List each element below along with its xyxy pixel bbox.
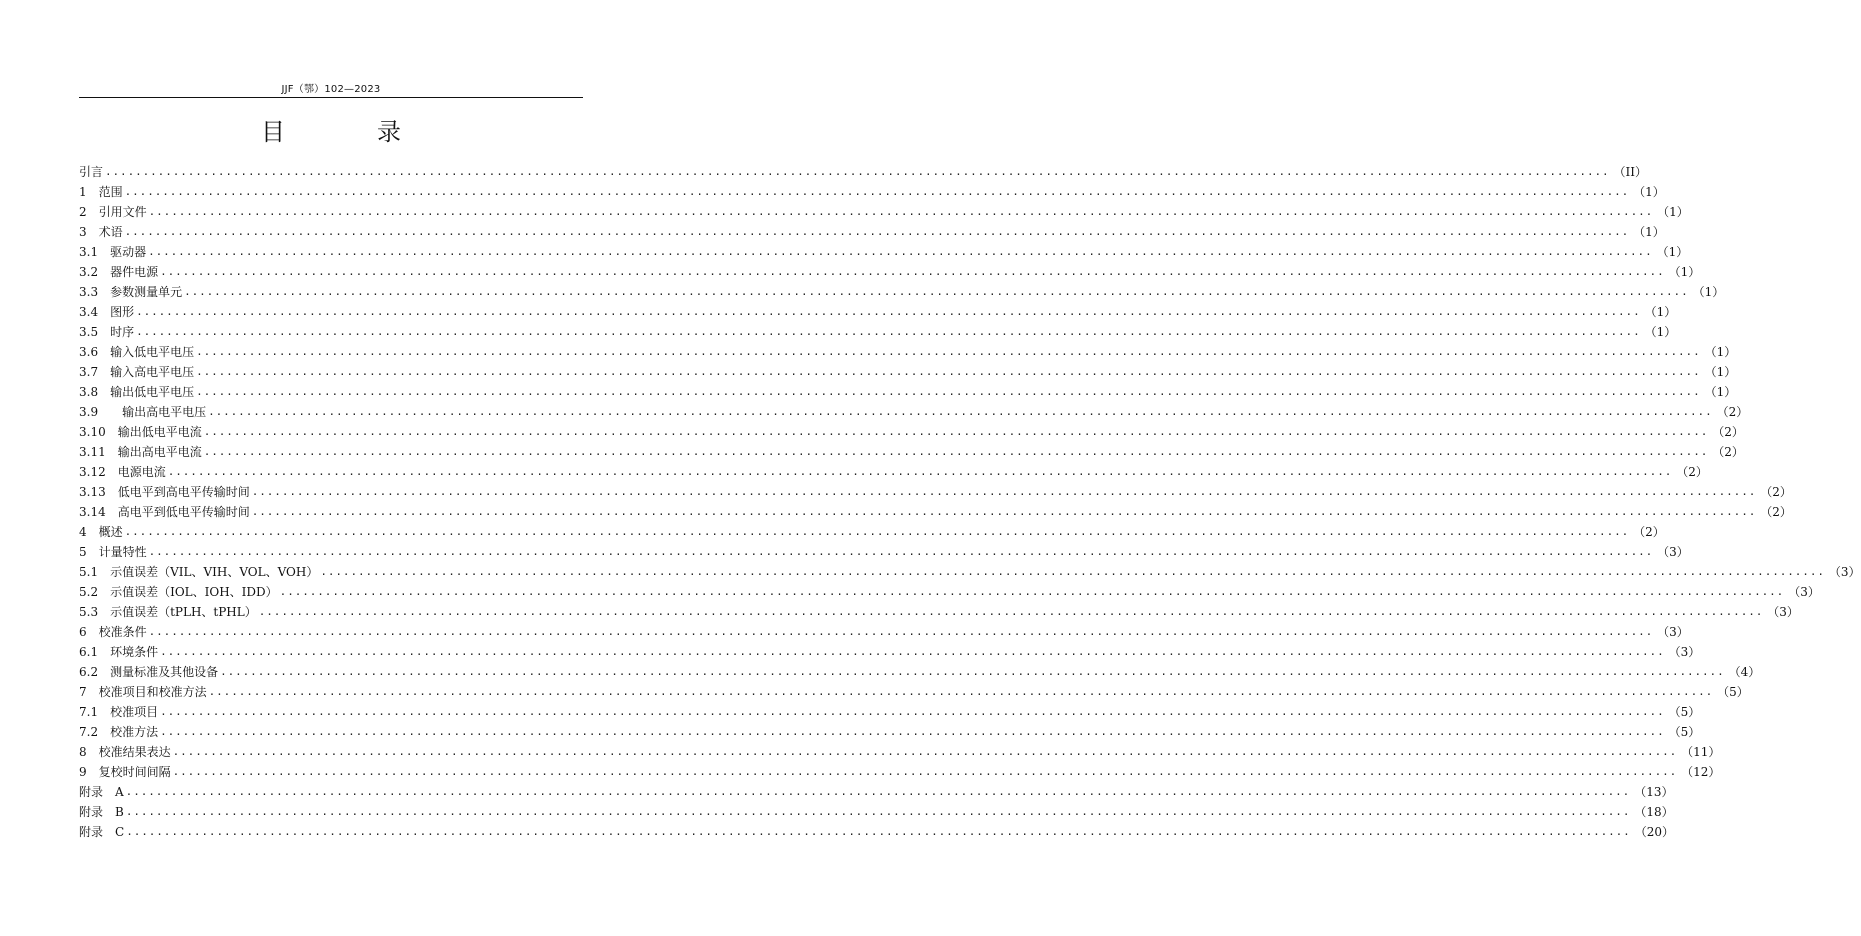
toc-entry[interactable]: [79, 542, 1689, 562]
header-rule: [79, 97, 583, 98]
toc-entry-page: （2）: [1712, 425, 1744, 439]
toc-leader-dots: ........................................................................................................................................................................................................: [148, 625, 1654, 638]
toc-entry[interactable]: [79, 522, 1665, 542]
toc-entry-page: （5）: [1717, 685, 1749, 699]
toc-entry[interactable]: [79, 462, 1708, 482]
toc-entry-label: 附录 A: [79, 785, 124, 799]
toc-entry-label: 7.1 校准项目: [79, 705, 159, 719]
toc-entry-label: 7.2 校准方法: [79, 725, 159, 739]
toc-leader-dots: ........................................................................................................................................................................................................: [160, 705, 1665, 718]
toc-entry-label: 4 概述: [79, 525, 123, 539]
toc-entry-page: （1）: [1657, 205, 1689, 219]
toc-entry-label: 5 计量特性: [79, 545, 147, 559]
toc-entry-label: 3.7 输入高电平电压: [79, 365, 195, 379]
toc-entry-page: （3）: [1657, 625, 1689, 639]
toc-entry[interactable]: [79, 402, 1749, 422]
toc-entry-label: 3 术语: [79, 225, 123, 239]
toc-leader-dots: ........................................................................................................................................................................................................: [136, 325, 1641, 338]
toc-entry[interactable]: [79, 302, 1677, 322]
toc-leader-dots: ........................................................................................................................................................................................................: [203, 445, 1709, 458]
toc-entry[interactable]: [79, 682, 1749, 702]
toc-entry[interactable]: [79, 162, 1648, 182]
toc-leader-dots: ........................................................................................................................................................................................................: [320, 565, 1825, 578]
toc-entry-page: （2）: [1712, 445, 1744, 459]
toc-entry[interactable]: [79, 422, 1744, 442]
toc-entry[interactable]: [79, 202, 1689, 222]
toc-leader-dots: ........................................................................................................................................................................................................: [126, 825, 1631, 838]
toc-entry-label: 6.2 测量标准及其他设备: [79, 665, 219, 679]
toc-entry-label: 6.1 环境条件: [79, 645, 159, 659]
toc-entry-page: （2）: [1760, 505, 1792, 519]
toc-leader-dots: ........................................................................................................................................................................................................: [124, 185, 1630, 198]
toc-entry-page: （3）: [1668, 645, 1701, 659]
toc-entry[interactable]: [79, 342, 1737, 362]
toc-entry[interactable]: [79, 802, 1674, 822]
toc-entry[interactable]: [79, 242, 1689, 262]
toc-leader-dots: ........................................................................................................................................................................................................: [220, 665, 1725, 678]
toc-entry[interactable]: [79, 742, 1721, 762]
toc-entry-page: （1）: [1704, 345, 1737, 359]
toc-entry-page: （2）: [1760, 485, 1792, 499]
toc-entry[interactable]: [79, 222, 1665, 242]
toc-entry-label: 引言: [79, 165, 104, 179]
toc-entry-label: 8 校准结果表达: [79, 745, 171, 759]
toc-entry-page: （20）: [1634, 825, 1674, 839]
toc-entry-page: （3）: [1657, 545, 1689, 559]
document-code-header: JJF（鄂）102—2023: [281, 84, 381, 95]
toc-entry-page: （1）: [1644, 325, 1677, 339]
toc-entry-page: （1）: [1656, 245, 1689, 259]
toc-entry-page: （18）: [1634, 805, 1674, 819]
toc-leader-dots: ........................................................................................................................................................................................................: [196, 365, 1701, 378]
toc-leader-dots: ........................................................................................................................................................................................................: [148, 245, 1653, 258]
toc-entry-label: 3.14 高电平到低电平传输时间: [79, 505, 250, 519]
toc-entry[interactable]: [79, 642, 1701, 662]
toc-leader-dots: ........................................................................................................................................................................................................: [124, 525, 1630, 538]
toc-entry[interactable]: [79, 362, 1737, 382]
toc-entry-label: 3.11 输出高电平电流: [79, 445, 202, 459]
toc-entry-label: 9 复校时间间隔: [79, 765, 171, 779]
toc-leader-dots: ........................................................................................................................................................................................................: [251, 505, 1757, 518]
toc-leader-dots: ........................................................................................................................................................................................................: [125, 785, 1631, 798]
toc-entry-page: （11）: [1681, 745, 1721, 759]
toc-entry[interactable]: [79, 562, 1861, 582]
toc-entry[interactable]: [79, 622, 1689, 642]
toc-entry-page: （1）: [1692, 285, 1725, 299]
toc-entry[interactable]: [79, 182, 1665, 202]
toc-entry[interactable]: [79, 822, 1674, 842]
toc-entry-page: （2）: [1633, 525, 1665, 539]
toc-entry[interactable]: [79, 782, 1674, 802]
toc-entry-page: （1）: [1644, 305, 1677, 319]
toc-entry-label: 6 校准条件: [79, 625, 147, 639]
toc-leader-dots: ........................................................................................................................................................................................................: [258, 605, 1764, 618]
toc-entry-page: （4）: [1728, 665, 1761, 679]
toc-leader-dots: ........................................................................................................................................................................................................: [148, 205, 1654, 218]
toc-leader-dots: ........................................................................................................................................................................................................: [160, 725, 1665, 738]
toc-entry-label: 3.9 输出高电平电压: [79, 405, 207, 419]
toc-entry[interactable]: [79, 322, 1677, 342]
toc-leader-dots: ........................................................................................................................................................................................................: [125, 805, 1631, 818]
toc-entry-label: 附录 B: [79, 805, 124, 819]
toc-entry-page: （3）: [1788, 585, 1820, 599]
toc-entry-page: （12）: [1681, 765, 1721, 779]
toc-leader-dots: ........................................................................................................................................................................................................: [208, 685, 1714, 698]
toc-entry-page: （1）: [1633, 185, 1665, 199]
toc-entry-page: （5）: [1668, 725, 1701, 739]
table-of-contents: [79, 162, 1861, 842]
toc-entry-page: （1）: [1704, 385, 1737, 399]
toc-leader-dots: ........................................................................................................................................................................................................: [251, 485, 1757, 498]
toc-leader-dots: ........................................................................................................................................................................................................: [203, 425, 1709, 438]
page-title: 目 录: [261, 118, 435, 146]
toc-leader-dots: ........................................................................................................................................................................................................: [184, 285, 1689, 298]
toc-entry-page: （5）: [1668, 705, 1701, 719]
toc-entry-label: 3.12 电源电流: [79, 465, 166, 479]
toc-entry-page: （1）: [1633, 225, 1665, 239]
toc-entry[interactable]: [79, 282, 1725, 302]
toc-entry-label: 3.2 器件电源: [79, 265, 159, 279]
toc-entry-page: （2）: [1676, 465, 1708, 479]
toc-leader-dots: ........................................................................................................................................................................................................: [167, 465, 1673, 478]
toc-entry[interactable]: [79, 442, 1744, 462]
toc-entry-page: （3）: [1828, 565, 1861, 579]
toc-entry-label: 3.3 参数测量单元: [79, 285, 183, 299]
toc-entry-label: 3.6 输入低电平电压: [79, 345, 195, 359]
toc-entry-page: （II）: [1613, 165, 1648, 179]
toc-leader-dots: ........................................................................................................................................................................................................: [196, 345, 1701, 358]
toc-entry-label: 5.2 示值误差（IOL、IOH、IDD）: [79, 585, 278, 599]
toc-leader-dots: ........................................................................................................................................................................................................: [160, 645, 1665, 658]
toc-entry[interactable]: [79, 702, 1701, 722]
toc-entry[interactable]: [79, 262, 1701, 282]
toc-entry-label: 3.8 输出低电平电压: [79, 385, 195, 399]
toc-entry[interactable]: [79, 722, 1701, 742]
toc-leader-dots: ........................................................................................................................................................................................................: [196, 385, 1701, 398]
toc-entry[interactable]: [79, 582, 1820, 602]
toc-entry-page: （13）: [1634, 785, 1674, 799]
toc-entry-label: 3.1 驱动器: [79, 245, 147, 259]
toc-entry[interactable]: [79, 502, 1792, 522]
toc-entry-page: （2）: [1716, 405, 1749, 419]
toc-leader-dots: ........................................................................................................................................................................................................: [160, 265, 1665, 278]
toc-entry-label: 5.3 示值误差（tPLH、tPHL）: [79, 605, 257, 619]
toc-entry[interactable]: [79, 602, 1799, 622]
toc-entry-label: 2 引用文件: [79, 205, 147, 219]
toc-entry-page: （3）: [1767, 605, 1799, 619]
toc-entry-label: 5.1 示值误差（VIL、VIH、VOL、VOH）: [79, 565, 319, 579]
toc-entry-label: 3.13 低电平到高电平传输时间: [79, 485, 250, 499]
toc-entry[interactable]: [79, 482, 1792, 502]
toc-entry-label: 3.10 输出低电平电流: [79, 425, 202, 439]
toc-entry[interactable]: [79, 662, 1761, 682]
toc-entry-label: 7 校准项目和校准方法: [79, 685, 207, 699]
toc-entry-label: 3.4 图形: [79, 305, 135, 319]
toc-entry[interactable]: [79, 762, 1721, 782]
toc-leader-dots: ........................................................................................................................................................................................................: [279, 585, 1785, 598]
toc-entry[interactable]: [79, 382, 1737, 402]
toc-leader-dots: ........................................................................................................................................................................................................: [172, 745, 1678, 758]
toc-entry-page: （1）: [1704, 365, 1737, 379]
toc-entry-label: 3.5 时序: [79, 325, 135, 339]
toc-leader-dots: ........................................................................................................................................................................................................: [148, 545, 1654, 558]
toc-entry-label: 1 范围: [79, 185, 123, 199]
toc-leader-dots: ........................................................................................................................................................................................................: [172, 765, 1678, 778]
toc-entry-label: 附录 C: [79, 825, 125, 839]
toc-entry-page: （1）: [1668, 265, 1701, 279]
toc-leader-dots: ........................................................................................................................................................................................................: [105, 165, 1610, 178]
toc-leader-dots: ........................................................................................................................................................................................................: [136, 305, 1641, 318]
toc-leader-dots: ........................................................................................................................................................................................................: [208, 405, 1713, 418]
toc-leader-dots: ........................................................................................................................................................................................................: [124, 225, 1630, 238]
